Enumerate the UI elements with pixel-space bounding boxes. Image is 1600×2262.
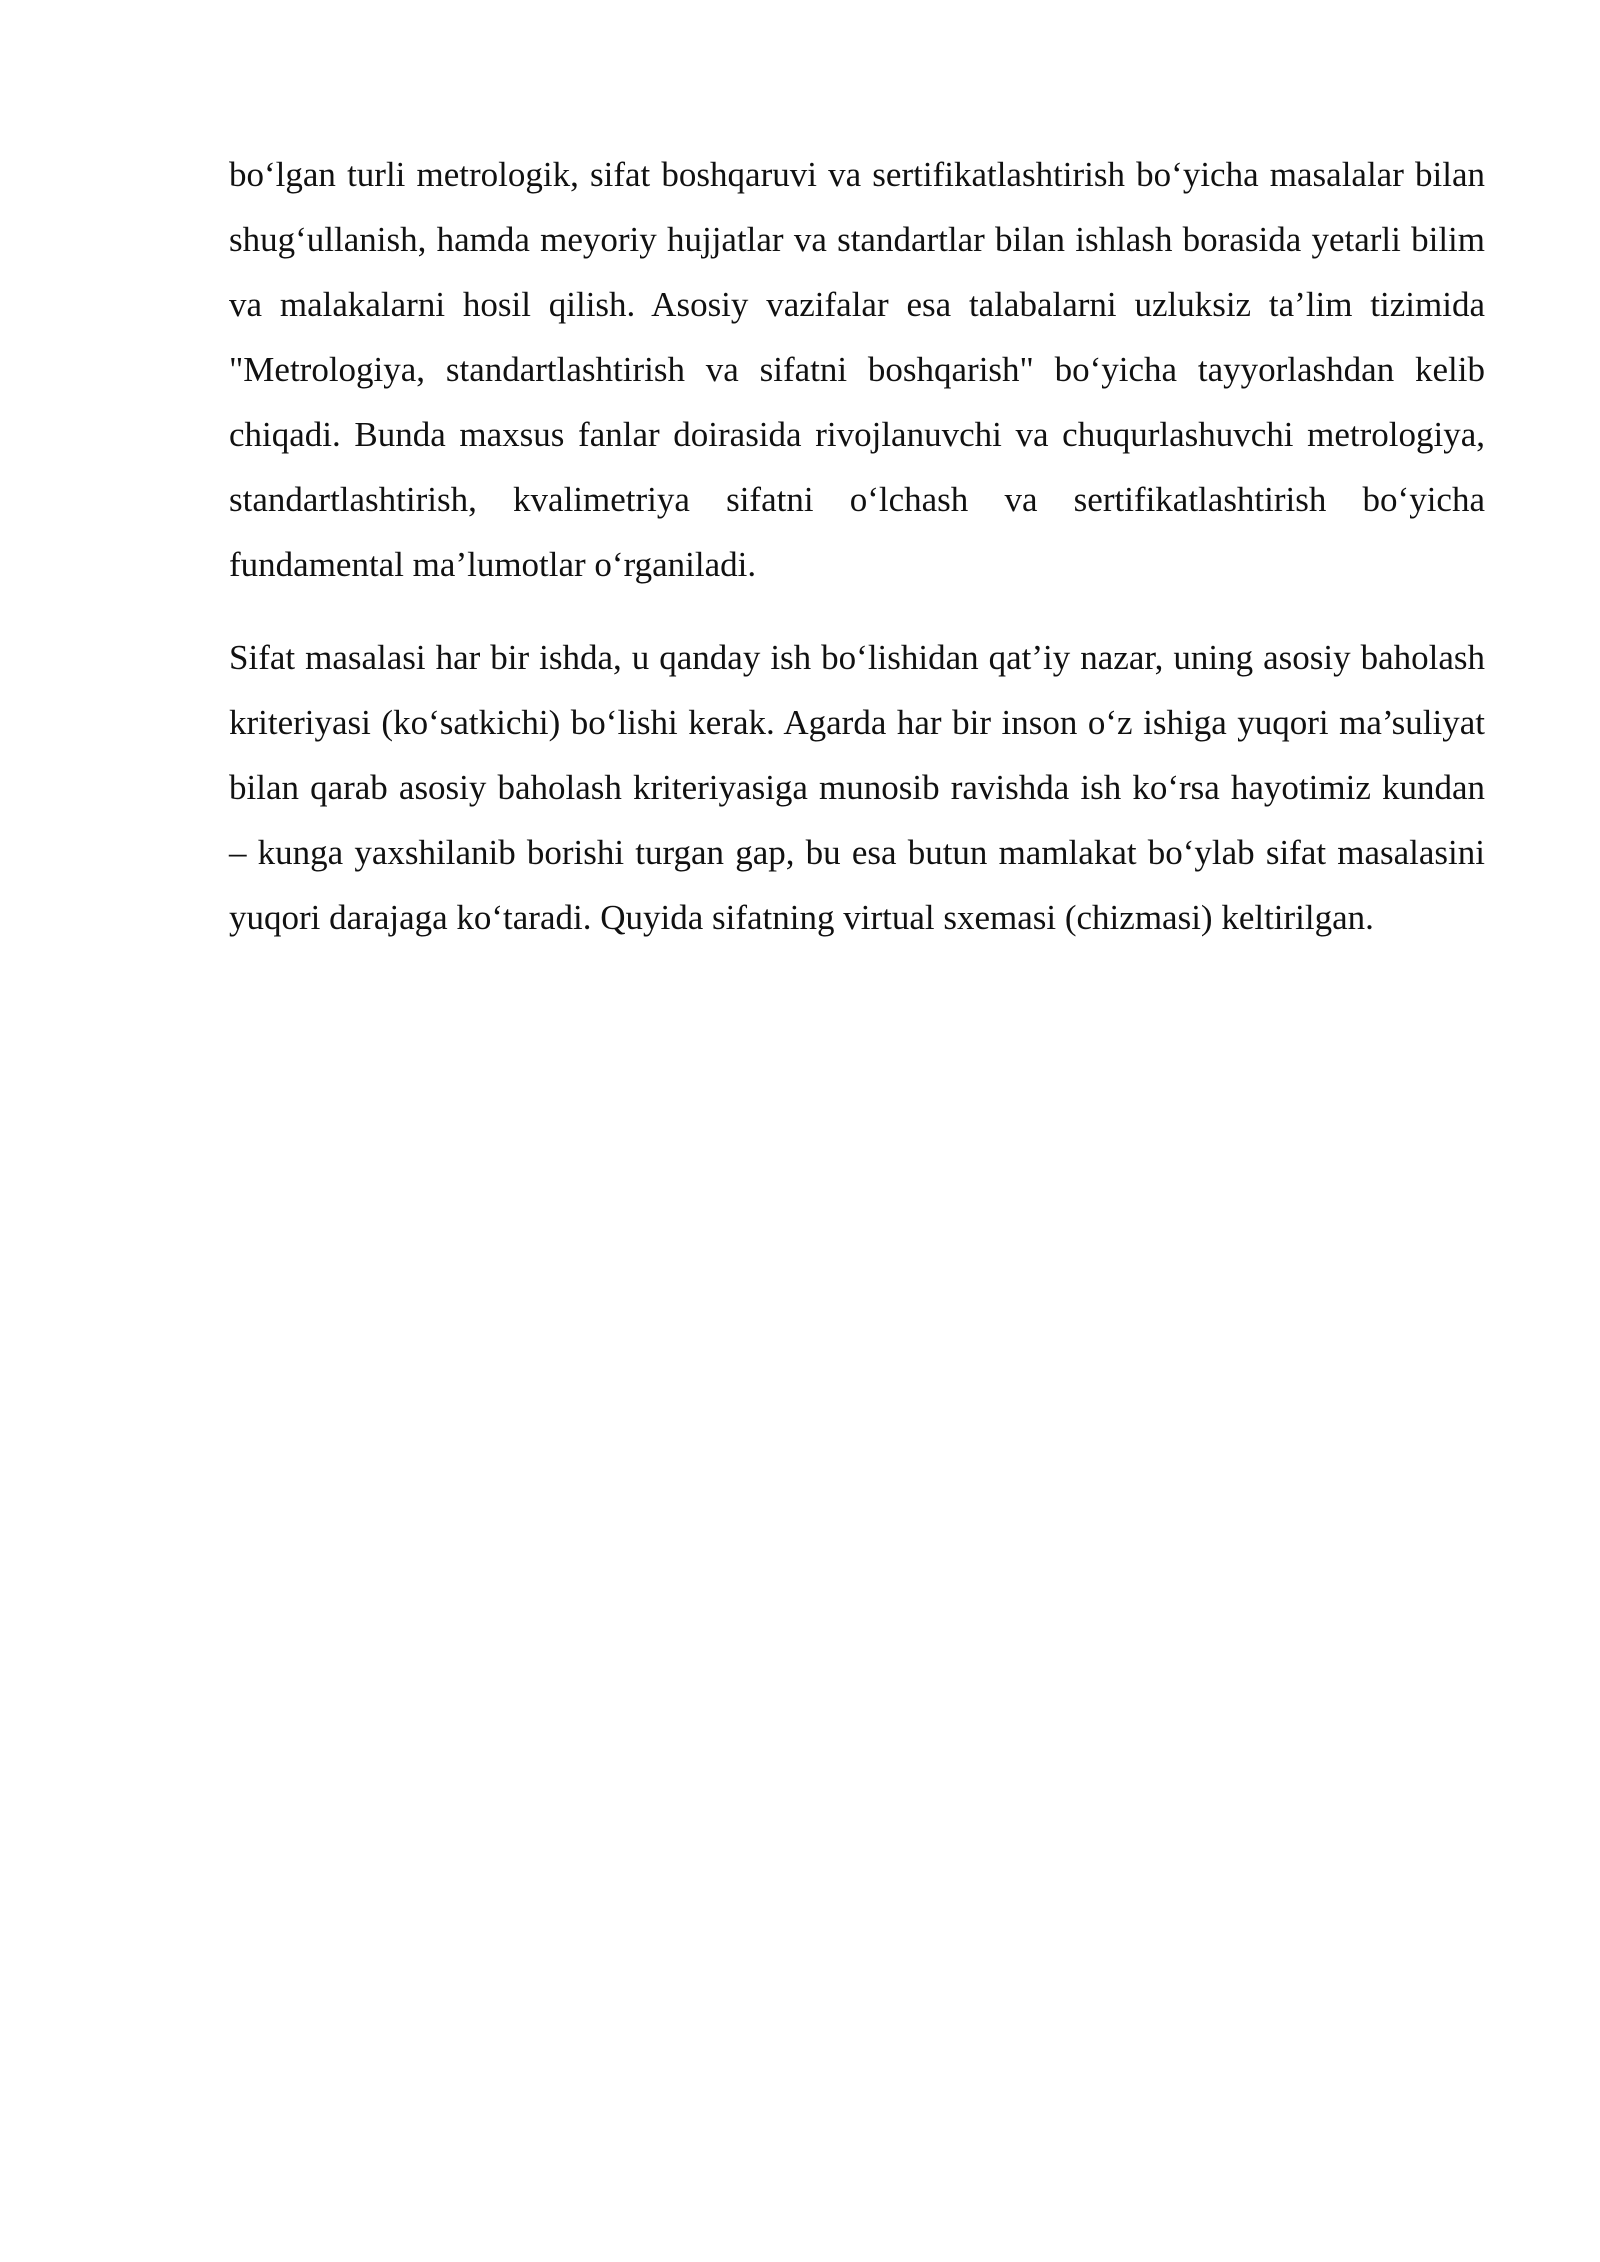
body-text <box>229 142 1485 950</box>
paragraph-2: Sifat masalasi har bir ishda, u qanday ish bo‘lishidan qat’iy nazar, uning asosiy baholash kriteriyasi (ko‘satkichi) bo‘lishi kerak. Agarda har bir inson o‘z ishiga yuqori ma’suliyat bilan qarab asosiy baholash kriteriyasiga munosib ravishda ish ko‘rsa hayotimiz kundan – kunga yaxshilanib borishi turgan gap, bu esa butun mamlakat bo‘ylab sifat masalasini yuqori darajaga ko‘taradi. Quyida sifatning virtual sxemasi (chizmasi) keltirilgan. <box>229 638 1485 937</box>
paragraph-1: bo‘lgan turli metrologik, sifat boshqaruvi va sertifikatlashtirish bo‘yicha masalalar bilan shug‘ullanish, hamda meyoriy hujjatlar va standartlar bilan ishlash borasida yetarli bilim va malakalarni hosil qilish. Asosiy vazifalar esa talabalarni uzluksiz ta’lim tizimida "Metrologiya, standartlashtirish va sifatni boshqarish" bo‘yicha tayyorlashdan kelib chiqadi. Bunda maxsus fanlar doirasida rivojlanuvchi va chuqurlashuvchi metrologiya, standartlashtirish, kvalimetriya sifatni o‘lchash va sertifikatlashtirish bo‘yicha fundamental ma’lumotlar o‘rganiladi. <box>229 155 1485 584</box>
